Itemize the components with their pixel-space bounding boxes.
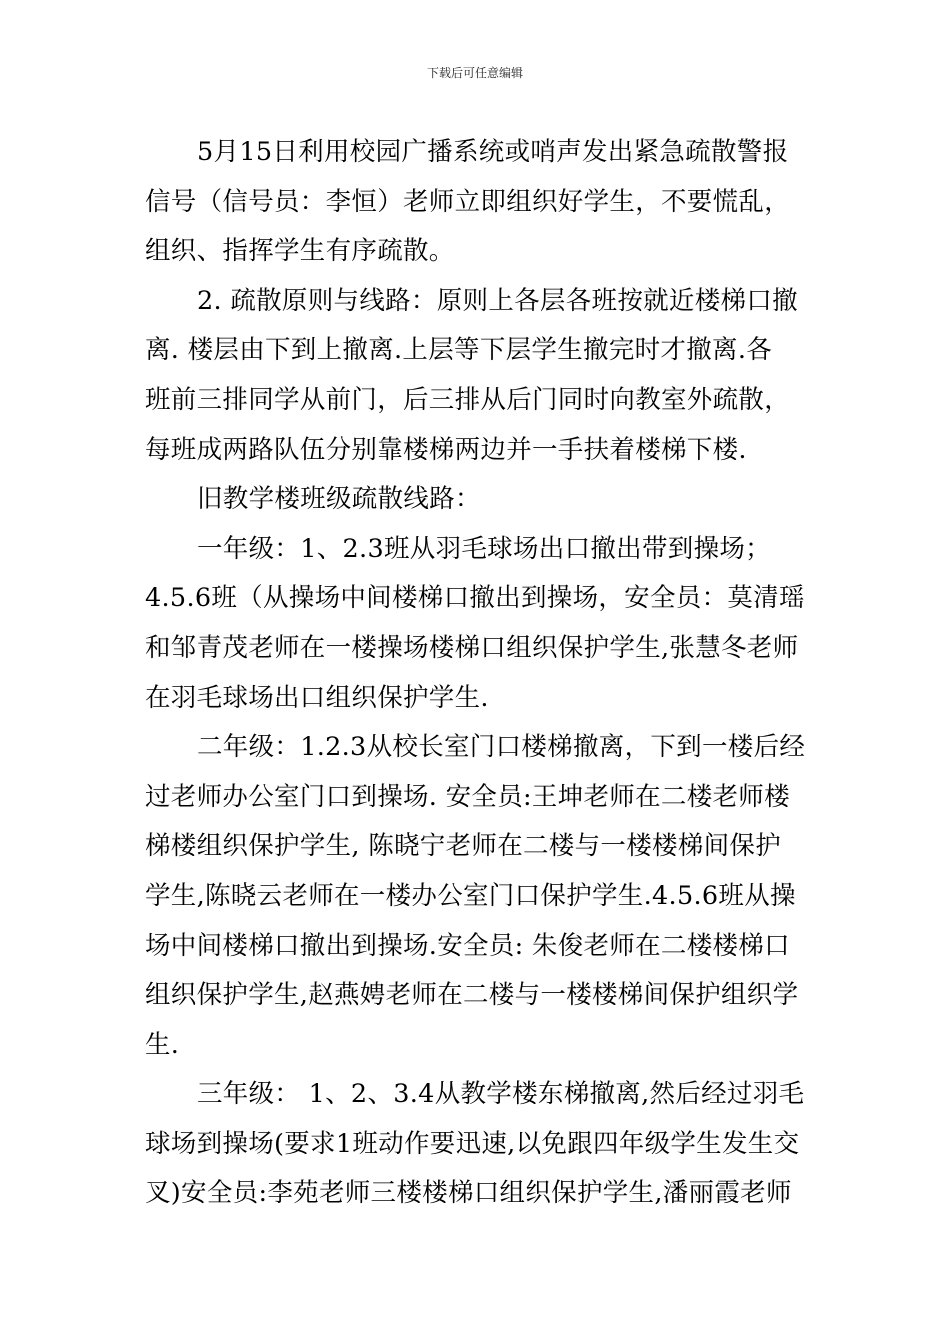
text-line: 梯楼组织保护学生, 陈晓宁老师在二楼与一楼楼梯间保护	[145, 831, 782, 862]
text-line: 班前三排同学从前门，后三排从后门同时向教室外疏散，	[145, 384, 791, 415]
text-line: 4.5.6班（从操场中间楼梯口撤出到操场，安全员：莫清瑶	[145, 583, 805, 614]
text-line: 二年级：1.2.3从校长室门口楼梯撤离，下到一楼后经	[197, 732, 806, 763]
text-line: 过老师办公室门口到操场. 安全员:王坤老师在二楼老师楼	[145, 781, 790, 812]
text-line: 组织保护学生,赵燕娉老师在二楼与一楼楼梯间保护组织学	[145, 980, 799, 1011]
text-line: 旧教学楼班级疏散线路：	[197, 484, 481, 515]
text-line: 生.	[145, 1029, 180, 1060]
text-line: 叉)安全员:李苑老师三楼楼梯口组织保护学生,潘丽霞老师	[145, 1178, 792, 1209]
text-line: 每班成两路队伍分别靠楼梯两边并一手扶着楼梯下楼.	[145, 434, 747, 465]
text-line: 一年级：1、2.3班从羽毛球场出口撤出带到操场；	[197, 533, 771, 564]
page-header-note: 下载后可任意编辑	[426, 66, 523, 80]
text-line: 组织、指挥学生有序疏散。	[145, 236, 455, 267]
text-line: 学生,陈晓云老师在一楼办公室门口保护学生.4.5.6班从操	[145, 880, 796, 911]
text-line: 信号（信号员：李恒）老师立即组织好学生，不要慌乱，	[145, 186, 791, 217]
text-line: 场中间楼梯口撤出到操场.安全员: 朱俊老师在二楼楼梯口	[145, 930, 790, 961]
text-line: 离. 楼层由下到上撤离.上层等下层学生撤完时才撤离.各	[145, 335, 773, 366]
text-line: 球场到操场(要求1班动作要迅速,以免跟四年级学生发生交	[145, 1128, 800, 1159]
text-line: 2. 疏散原则与线路：原则上各层各班按就近楼梯口撤	[197, 285, 798, 316]
text-line: 三年级： 1、2、3.4从教学楼东梯撤离,然后经过羽毛	[197, 1079, 805, 1110]
document-body	[145, 128, 810, 1219]
text-line: 5月15日利用校园广播系统或哨声发出紧急疏散警报	[197, 137, 789, 167]
text-line: 和邹青茂老师在一楼操场楼梯口组织保护学生,张慧冬老师	[145, 632, 799, 663]
text-line: 在羽毛球场出口组织保护学生.	[145, 682, 489, 713]
